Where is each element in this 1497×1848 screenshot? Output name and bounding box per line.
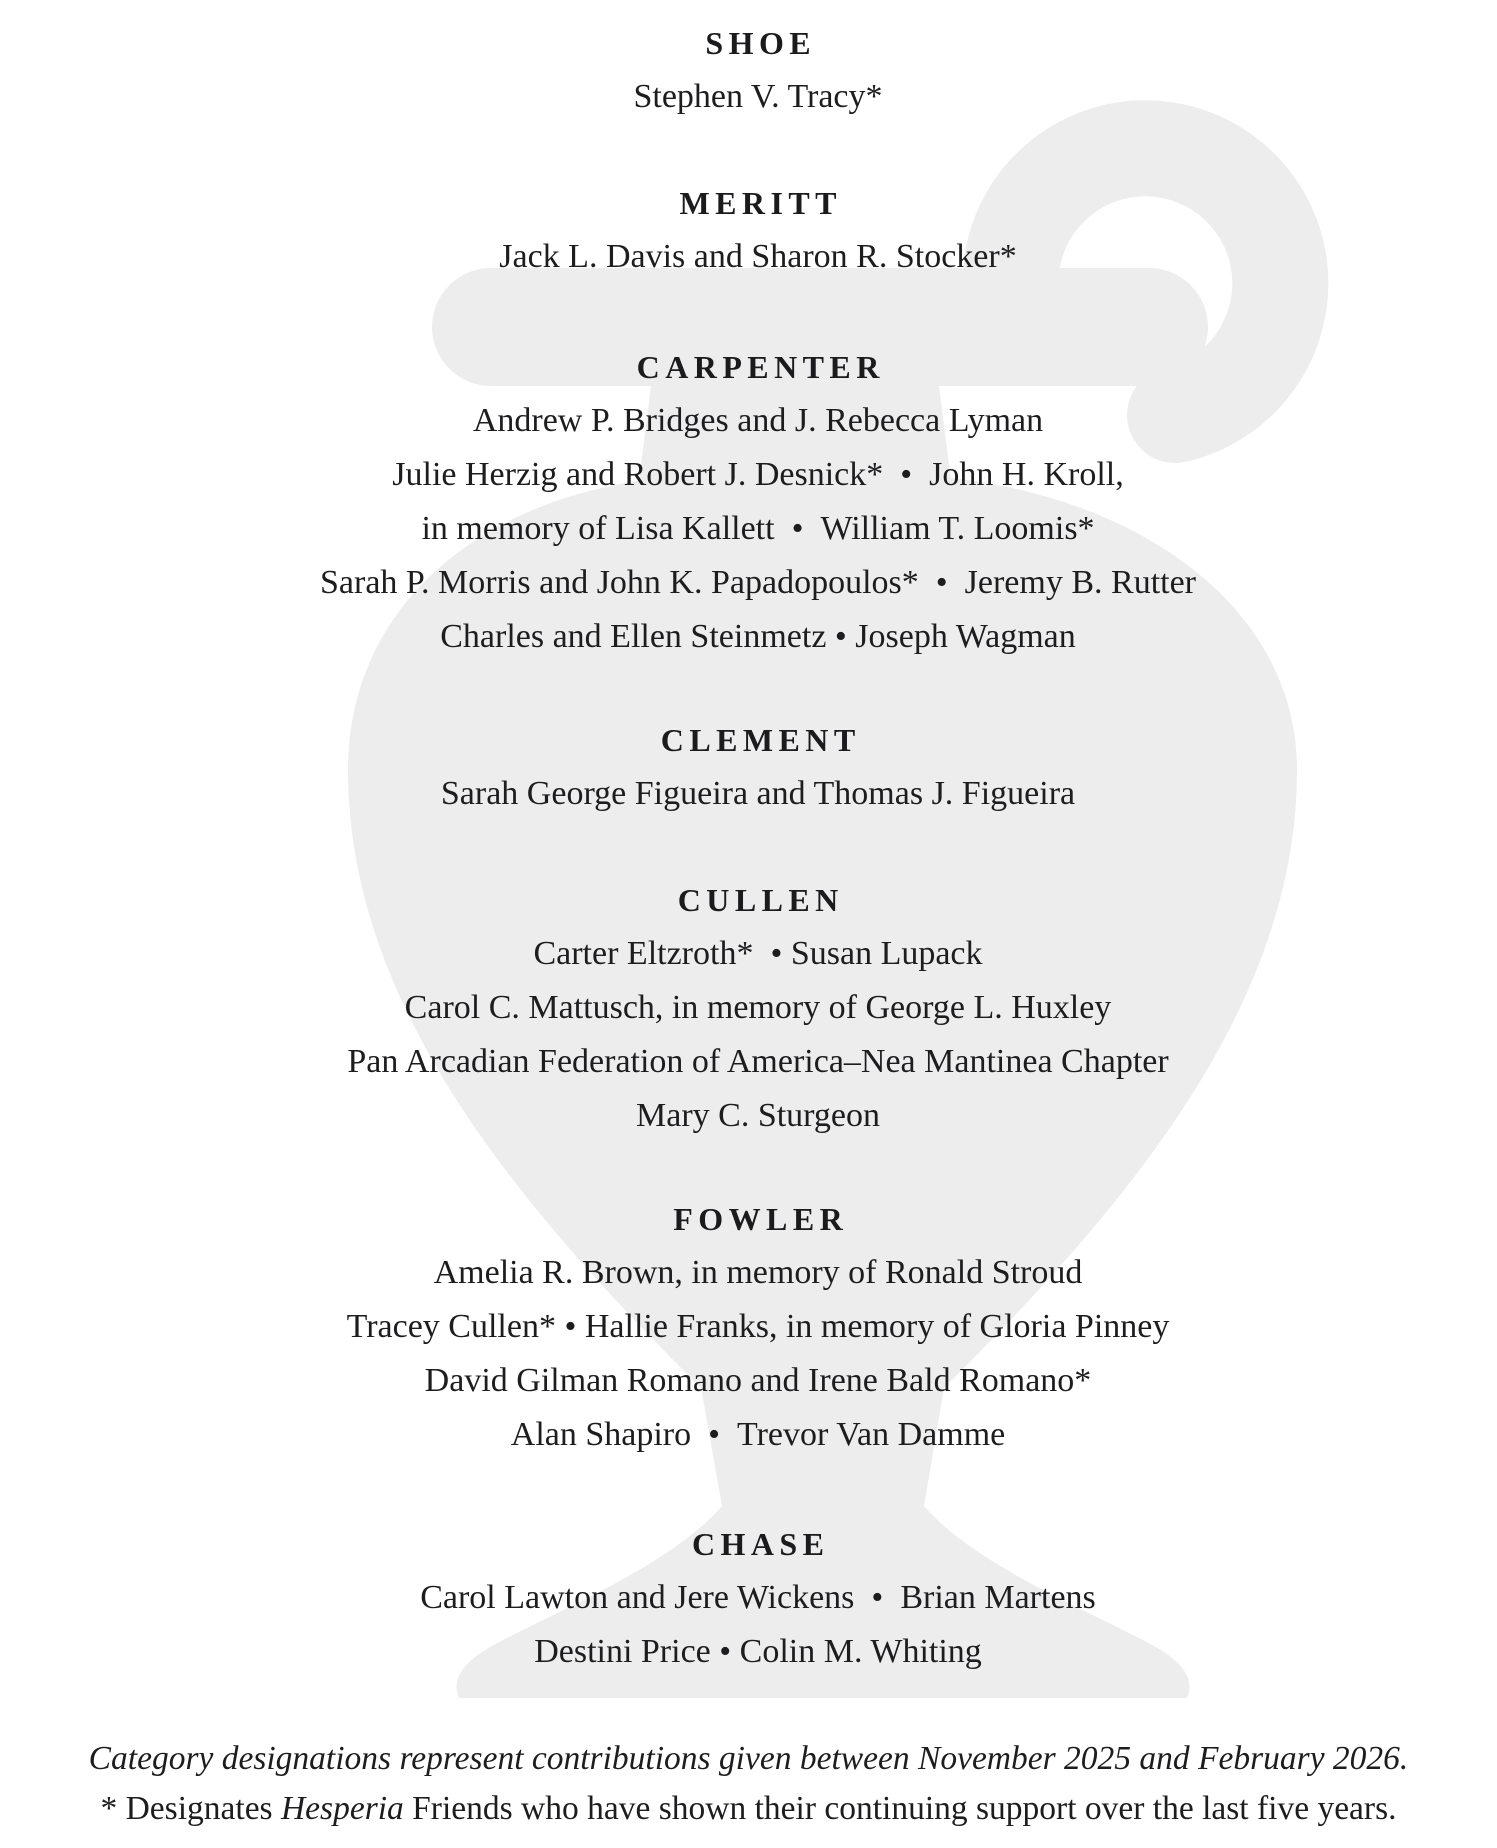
donor-line: Jack L. Davis and Sharon R. Stocker* [499,238,1017,275]
donor-line: Sarah George Figueira and Thomas J. Figueira [440,775,1076,812]
section-clement [38,713,1478,821]
donor-line: Sarah P. Morris and John K. Papadopoulos* • Jeremy B. Rutter [320,564,1196,601]
section-shoe [38,16,1478,124]
category-heading: CARPENTER [636,349,885,385]
donor-line: Alan Shapiro • Trevor Van Damme [510,1416,1006,1453]
donor-line: Destini Price • Colin M. Whiting [534,1633,982,1670]
category-designation-note: Category designations represent contributions given between November 2025 and February 2026. [88,1740,1409,1777]
donor-line: Julie Herzig and Robert J. Desnick* • John H. Kroll, [392,456,1124,493]
section-carpenter [38,340,1478,664]
donor-line: Charles and Ellen Steinmetz • Joseph Wagman [440,618,1076,655]
category-heading: SHOE [705,25,817,61]
donor-line: Mary C. Sturgeon [636,1097,880,1134]
donor-line: Carol C. Mattusch, in memory of George L. Huxley [404,989,1112,1026]
donor-line: Andrew P. Bridges and J. Rebecca Lyman [472,402,1044,439]
section-cullen [38,873,1478,1143]
asterisk-note-prefix: * Designates [100,1790,281,1827]
donor-line: Pan Arcadian Federation of America–Nea Mantinea Chapter [347,1043,1169,1080]
donor-line: in memory of Lisa Kallett • William T. Loomis* [421,510,1095,547]
footer-notes [20,1734,1477,1834]
category-heading: FOWLER [673,1201,849,1237]
asterisk-note-journal-name: Hesperia [280,1790,404,1827]
category-heading: CHASE [691,1526,830,1562]
donor-line: Carol Lawton and Jere Wickens • Brian Martens [420,1579,1096,1616]
donor-line: Amelia R. Brown, in memory of Ronald Stroud [433,1254,1083,1291]
category-heading: CLEMENT [660,722,861,758]
category-heading: CULLEN [677,882,844,918]
category-heading: MERITT [679,185,842,221]
donor-line: Carter Eltzroth* • Susan Lupack [533,935,983,972]
asterisk-note [20,1784,1477,1834]
asterisk-note-suffix: Friends who have shown their continuing support over the last five years. [403,1790,1397,1827]
donor-line: Tracey Cullen* • Hallie Franks, in memory of Gloria Pinney [346,1308,1170,1345]
section-meritt [38,176,1478,284]
donor-line: David Gilman Romano and Irene Bald Romano* [424,1362,1092,1399]
section-fowler [38,1192,1478,1462]
section-chase [38,1517,1478,1679]
donor-line: Stephen V. Tracy* [633,78,883,115]
